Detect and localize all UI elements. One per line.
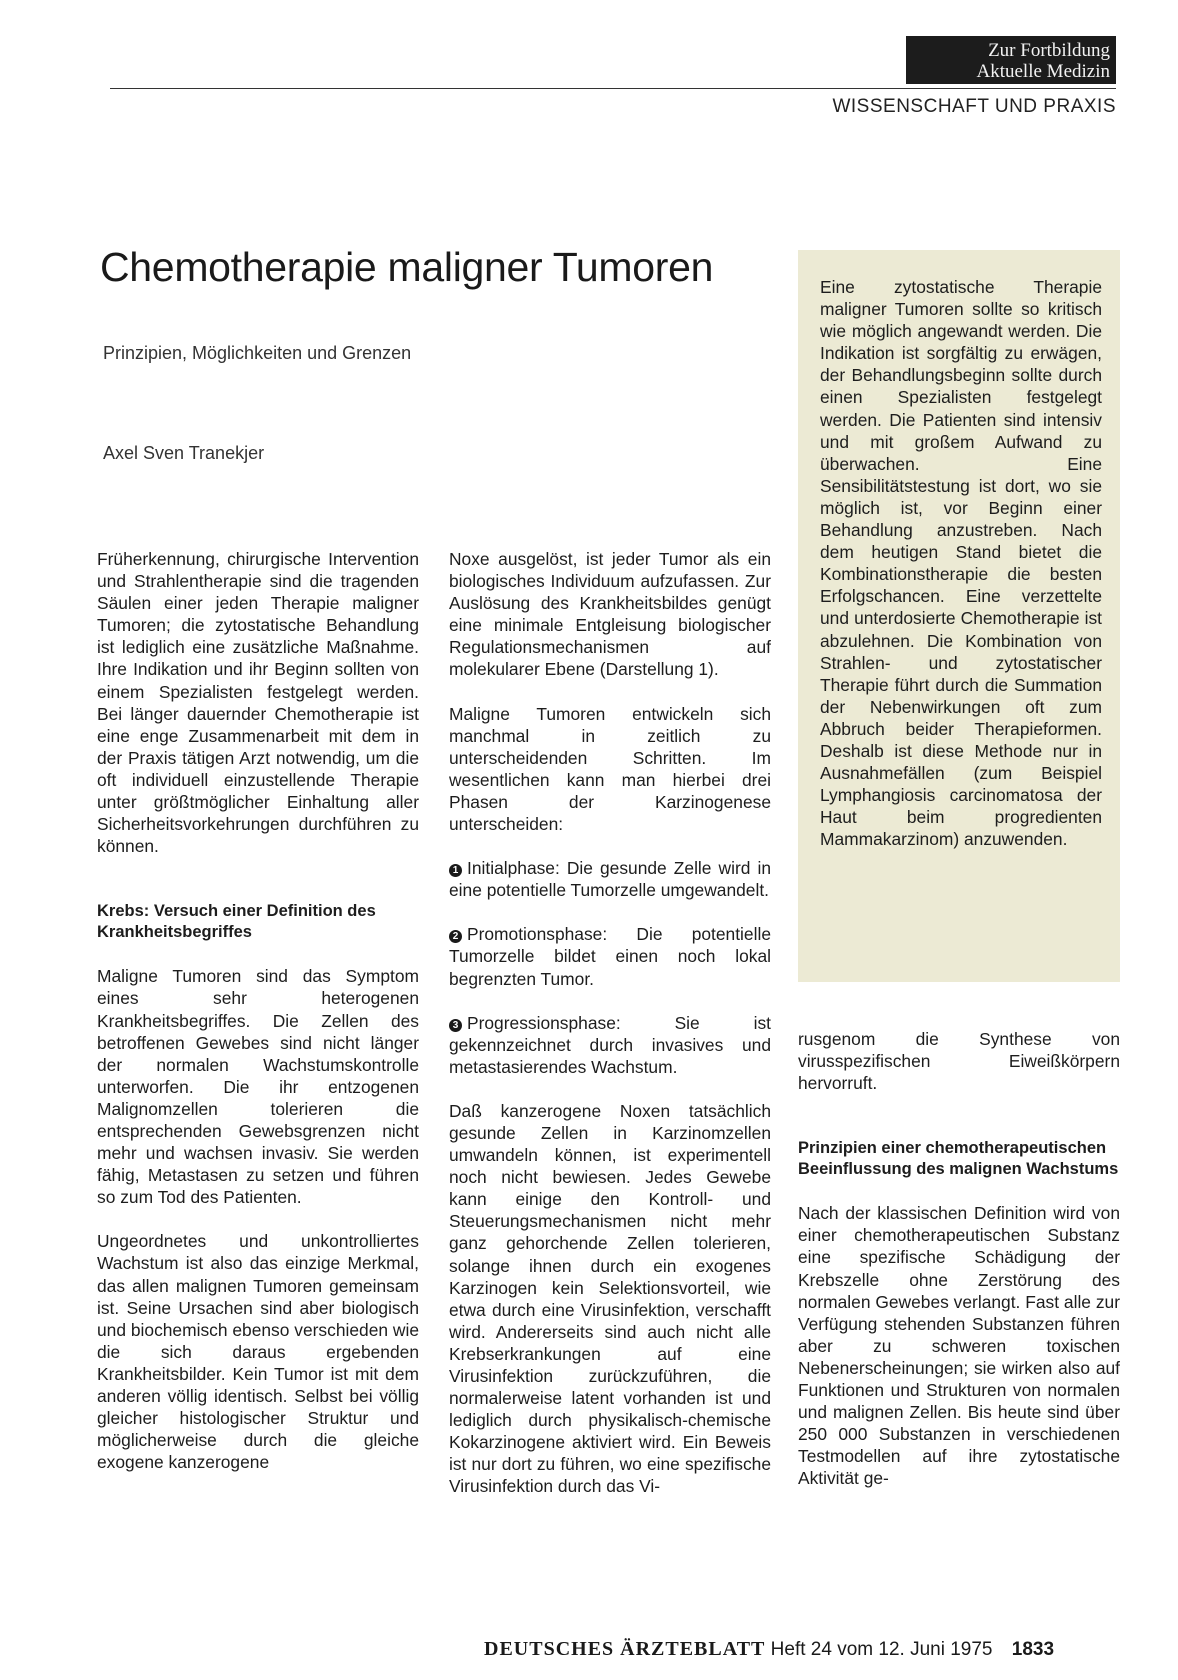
paragraph: Ungeordnetes und unkontrolliertes Wachstum ist also das einzige Merkmal, das allen malignen Tumoren gemeinsam ist. Seine Ursachen sind aber biologisch und biochemisch ebenso verschieden wie die sich daraus ergebenden Krankheitsbilder. Kein Tumor ist mit dem anderen völlig identisch. Selbst bei völlig gleicher histologischer Struktur und möglicherweise durch die gleiche exogene kanzerogene <box>97 1231 419 1473</box>
badge-line-2: Aktuelle Medizin <box>976 61 1110 82</box>
summary-text: Eine zytostatische Therapie maligner Tumoren sollte so kritisch wie möglich angewandt werden. Die Indikation ist sorgfältig zu erwägen, der Behandlungsbeginn sollte durch einen Spezialisten festgelegt werden. Die Patienten sind intensiv und mit großem Aufwand zu überwachen. Eine Sensibilitätstestung ist dort, wo sie möglich ist, vor Beginn einer Behandlung anzustreben. Nach dem heutigen Stand bietet die Kombinationstherapie die besten Erfolgschancen. Eine verzettelte und unterdosierte Chemotherapie ist abzulehnen. Die Kombination von Strahlen- und zytostatischer Therapie führt durch die Summation der Nebenwirkungen oft zum Abbruch beider Therapieformen. Deshalb ist diese Methode nur in Ausnahmefällen (zum Beispiel Lymphangiosis carcinomatosa der Haut beim progredienten Mammakarzinom) anzuwenden. <box>820 277 1102 850</box>
list-item <box>449 1012 771 1078</box>
badge-line-1: Zur Fortbildung <box>988 40 1110 61</box>
category-badge <box>906 36 1116 84</box>
column-3 <box>798 1028 1120 1512</box>
section-heading: Krebs: Versuch einer Definition des Krankheitsbegriffes <box>97 902 376 942</box>
journal-name: DEUTSCHES ÄRZTEBLATT <box>484 1638 766 1660</box>
paragraph: rusgenom die Synthese von virusspezifischen Eiweißkörpern hervorruft. <box>798 1029 1120 1094</box>
column-1 <box>97 548 419 1495</box>
list-item-text: Progressionsphase: Sie ist gekennzeichnet durch invasives und metastasierendes Wachstum. <box>449 1012 771 1077</box>
section-label: WISSENSCHAFT UND PRAXIS <box>832 96 1116 117</box>
list-item <box>449 923 771 989</box>
list-item-text: Initialphase: Die gesunde Zelle wird in eine potentielle Tumorzelle umgewandelt. <box>449 858 771 901</box>
column-2 <box>449 548 771 1520</box>
article-author: Axel Sven Tranekjer <box>103 443 265 463</box>
list-item-text: Promotionsphase: Die potentielle Tumorzelle bildet einen noch lokal begrenzten Tumor. <box>449 924 771 989</box>
paragraph: Maligne Tumoren entwickeln sich manchmal in zeitlich zu unterscheidenden Schritten. Im wesentlichen kann man hierbei drei Phasen der Karzinogenese unterscheiden: <box>449 703 771 835</box>
section-heading: Prinzipien einer chemotherapeutischen Beeinflussung des malignen Wachstums <box>798 1139 1119 1179</box>
list-item <box>449 857 771 901</box>
summary-box <box>798 250 1120 982</box>
phase-list <box>449 857 771 1078</box>
number-bullet-icon: 2 <box>449 930 462 943</box>
article-subtitle: Prinzipien, Möglichkeiten und Grenzen <box>103 343 412 363</box>
paragraph: Nach der klassischen Definition wird von einer chemotherapeutischen Substanz eine spezifische Schädigung der Krebszelle ohne Zerstörung des normalen Gewebes verlangt. Fast alle zur Verfügung stehenden Substanzen führen aber zu schweren toxischen Nebenerscheinungen; sie wirken also auf Funktionen und Strukturen von normalen und malignen Zellen. Bis heute sind über 250 000 Substanzen in verschiedenen Testmodellen auf ihre zytostatische Aktivität ge- <box>798 1203 1120 1489</box>
paragraph: Daß kanzerogene Noxen tatsächlich gesunde Zellen in Karzinomzellen umwandeln können, ist experimentell noch nicht bewiesen. Jedes Gewebe kann einige den Kontroll- und Steuerungsmechanismen nicht mehr ganz gehorchende Zellen tolerieren, solange ihnen durch ein exogenes Karzinogen kein Selektionsvorteil, wie etwa durch eine Virusinfektion, verschafft wird. Andererseits sind auch nicht alle Krebserkrankungen auf eine Virusinfektion zurückzuführen, die normalerweise latent vorhanden ist und lediglich durch physikalisch-chemische Kokarzinogene aktiviert wird. Ein Beweis ist nur dort zu führen, wo eine spezifische Virusinfektion durch das Vi- <box>449 1100 771 1497</box>
paragraph: Maligne Tumoren sind das Symptom eines sehr heterogenen Krankheitsbegriffes. Die Zellen des betroffenen Gewebes sind nicht länger der normalen Wachstumskontrolle unterworfen. Die ihr entzogenen Malignomzellen tolerieren die entsprechenden Gewebsgrenzen nicht mehr und wachsen invasiv. Sie werden fähig, Metastasen zu setzen und führen so zum Tod des Patienten. <box>97 966 419 1208</box>
issue-info: Heft 24 vom 12. Juni 1975 <box>770 1639 993 1660</box>
article-title: Chemotherapie maligner Tumoren <box>100 244 714 290</box>
number-bullet-icon: 3 <box>449 1019 462 1032</box>
header-rule <box>110 88 1116 89</box>
paragraph: Noxe ausgelöst, ist jeder Tumor als ein biologisches Individuum aufzufassen. Zur Auslösung des Krankheitsbildes genügt eine minimale Entgleisung biologischer Regulationsmechanismen auf molekularer Ebene (Darstellung 1). <box>449 549 771 680</box>
page-number: 1833 <box>1011 1639 1055 1660</box>
page-footer <box>484 1638 1054 1661</box>
number-bullet-icon: 1 <box>449 864 462 877</box>
paragraph: Früherkennung, chirurgische Intervention und Strahlentherapie sind die tragenden Säulen einer jeden Therapie maligner Tumoren; die zytostatische Behandlung ist lediglich eine zusätzliche Maßnahme. Ihre Indikation und ihr Beginn sollten von einem Spezialisten festgelegt werden. Bei länger dauernder Chemotherapie ist eine enge Zusammenarbeit mit dem in der Praxis tätigen Arzt notwendig, um die oft individuell einzustellende Therapie unter größtmöglicher Einhaltung aller Sicherheitsvorkehrungen durchführen zu können. <box>97 549 419 857</box>
